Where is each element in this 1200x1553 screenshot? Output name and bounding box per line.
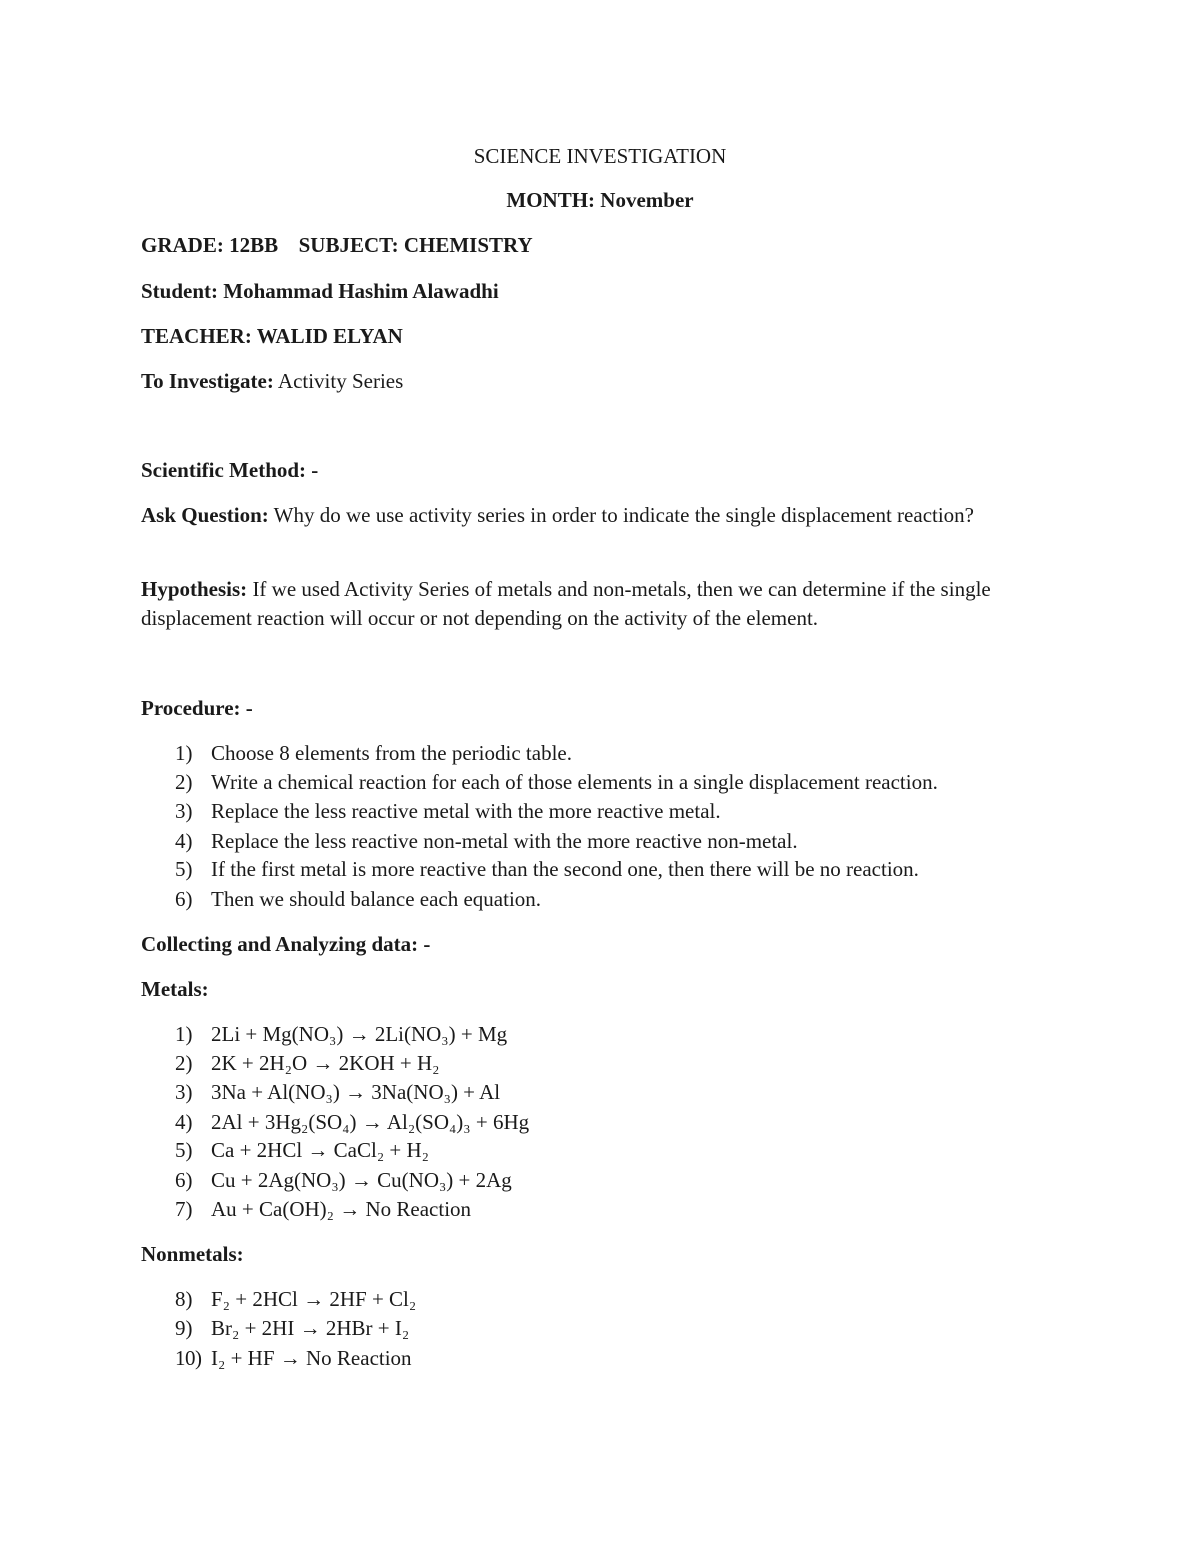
list-item — [175, 885, 541, 913]
list-item-text: Then we should balance each equation. — [211, 887, 542, 911]
equation-text: 2Li + Mg(NO₃) → 2Li(NO₃) + Mg — [211, 1022, 508, 1046]
grade-value: 12BB — [229, 233, 279, 257]
student-line — [141, 277, 499, 305]
nonmetals-heading: Nonmetals: — [141, 1242, 244, 1266]
investigate-value: Activity Series — [277, 369, 404, 393]
ask-question-label: Ask Question: — [141, 503, 269, 527]
list-item-number: 3) — [175, 799, 193, 823]
equation-text: Br₂ + 2HI → 2HBr + I₂ — [211, 1316, 410, 1340]
list-item-number: 8) — [175, 1287, 193, 1311]
month-label: MONTH: — [506, 188, 596, 212]
equation-text: 2K + 2H₂O → 2KOH + H₂ — [211, 1051, 440, 1075]
list-item — [175, 1020, 507, 1048]
investigate-label: To Investigate: — [141, 369, 274, 393]
list-item-number: 1) — [175, 741, 193, 765]
student-value: Mohammad Hashim Alawadhi — [223, 279, 499, 303]
list-item-number: 4) — [175, 829, 193, 853]
method-heading: Scientific Method: - — [141, 458, 319, 482]
list-item — [175, 768, 938, 796]
list-item — [175, 1108, 529, 1136]
month-value: November — [600, 188, 694, 212]
grade-subject-line — [141, 231, 533, 259]
list-item — [175, 1136, 429, 1164]
list-item-number: 6) — [175, 1168, 193, 1192]
list-item-text: Write a chemical reaction for each of those elements in a single displacement reaction. — [211, 770, 938, 794]
list-item — [175, 1344, 412, 1372]
list-item — [175, 1285, 416, 1313]
list-item — [175, 1166, 512, 1194]
grade-label: GRADE: — [141, 233, 224, 257]
list-item — [175, 797, 721, 825]
teacher-value: WALID ELYAN — [256, 324, 403, 348]
ask-question-text: Why do we use activity series in order to indicate the single displacement reaction? — [273, 503, 974, 527]
list-item-number: 10) — [175, 1346, 202, 1370]
equation-text: F₂ + 2HCl → 2HF + Cl₂ — [211, 1287, 417, 1311]
subject-label: SUBJECT: — [298, 233, 399, 257]
metals-heading: Metals: — [141, 977, 209, 1001]
list-item — [175, 827, 798, 855]
equation-text: Cu + 2Ag(NO₃) → Cu(NO₃) + 2Ag — [211, 1168, 512, 1192]
list-item-number: 2) — [175, 770, 193, 794]
list-item — [175, 1078, 500, 1106]
investigate-line — [141, 367, 403, 395]
ask-question-paragraph — [141, 501, 1061, 530]
list-item-number: 3) — [175, 1080, 193, 1104]
list-item-number: 6) — [175, 887, 193, 911]
hypothesis-text: If we used Activity Series of metals and non-metals, then we can determine if the single displacement reaction will occur or not depending on the activity of the element. — [141, 577, 991, 630]
list-item-text: Replace the less reactive metal with the more reactive metal. — [211, 799, 721, 823]
subject-value: CHEMISTRY — [403, 233, 533, 257]
list-item — [175, 1195, 471, 1223]
data-heading: Collecting and Analyzing data: - — [141, 932, 431, 956]
list-item-number: 2) — [175, 1051, 193, 1075]
list-item — [175, 855, 919, 883]
list-item-number: 7) — [175, 1197, 193, 1221]
equation-text: I₂ + HF → No Reaction — [211, 1346, 412, 1370]
list-item-text: Choose 8 elements from the periodic table. — [211, 741, 572, 765]
list-item-number: 5) — [175, 857, 193, 881]
list-item — [175, 1049, 440, 1077]
list-item-number: 4) — [175, 1110, 193, 1134]
teacher-label: TEACHER: — [141, 324, 252, 348]
list-item — [175, 739, 572, 767]
month-line — [0, 186, 1200, 214]
list-item — [175, 1314, 409, 1342]
list-item-number: 1) — [175, 1022, 193, 1046]
hypothesis-paragraph — [141, 575, 1061, 633]
hypothesis-label: Hypothesis: — [141, 577, 248, 601]
list-item-number: 9) — [175, 1316, 193, 1340]
equation-text: 3Na + Al(NO₃) → 3Na(NO₃) + Al — [211, 1080, 501, 1104]
student-label: Student: — [141, 279, 219, 303]
list-item-number: 5) — [175, 1138, 193, 1162]
document-title: SCIENCE INVESTIGATION — [473, 144, 727, 168]
teacher-line — [141, 322, 403, 350]
equation-text: Ca + 2HCl → CaCl₂ + H₂ — [211, 1138, 429, 1162]
equation-text: 2Al + 3Hg₂(SO₄) → Al₂(SO₄)₃ + 6Hg — [211, 1110, 530, 1134]
procedure-heading: Procedure: - — [141, 696, 253, 720]
list-item-text: If the first metal is more reactive than the second one, then there will be no reaction. — [211, 857, 919, 881]
list-item-text: Replace the less reactive non-metal with the more reactive non-metal. — [211, 829, 798, 853]
equation-text: Au + Ca(OH)₂ → No Reaction — [211, 1197, 472, 1221]
